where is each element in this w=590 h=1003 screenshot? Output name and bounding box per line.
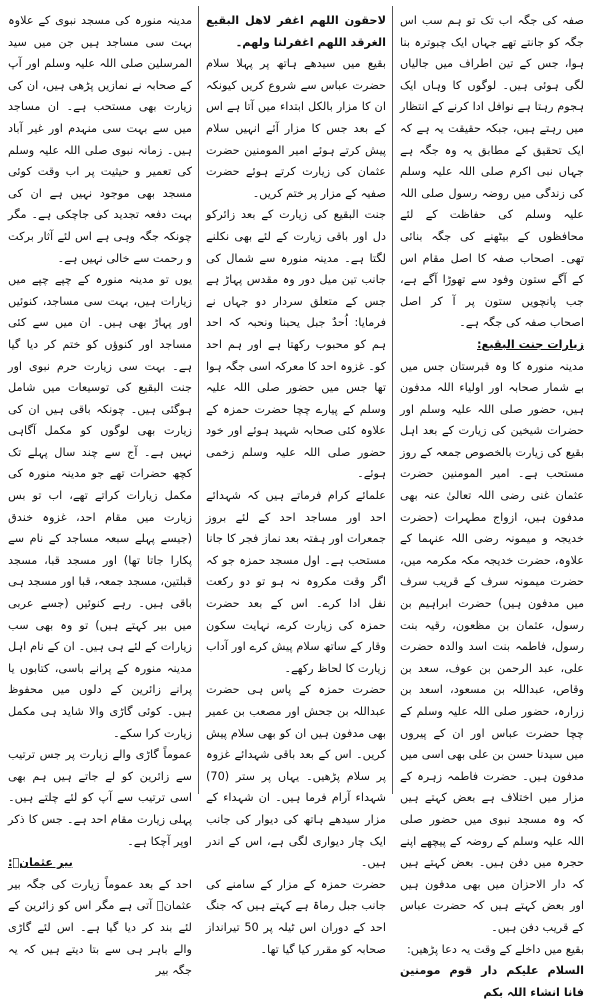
section-heading: زیارات جنت البقیع: <box>477 337 584 351</box>
paragraph: حضرت حمزہ کے پاس ہی حضرت عبداللہ بن جحش اور مصعب بن عمیر بھی مدفون ہیں ان کو بھی سلام پیش کریں۔ اس کے بعد باقی شہدائے غزوہ پر سلام پڑھیں۔ یہاں پر ستر (70) شہداء آرام فرما ہیں۔ ان شہداء کے مزار سیدھے ہاتھ کی دیوار کی جانب ایک چار دیواری لگی ہے، اس کے اندر ہیں۔ <box>206 683 386 870</box>
paragraph: صفہ کی جگہ اب تک تو ہم سب اس جگہ کو جانتے تھے جہاں ایک چبوترہ بنا ہوا، جس کے تین اطراف میں جالیاں لگی ہوئی ہیں۔ لوگوں کا وہاں ایک ہجوم رہتا ہے نوافل ادا کرنے کے انتظار میں رہتے ہیں، جبکہ حقیقت یہ ہے کہ ایک تحقیق کے مطابق یہ وہ جگہ ہے جہاں نبی اکرم صلی اللہ علیہ وسلم کی زندگی میں روضہ رسول صلی اللہ علیہ وسلم کی حفاظت کے لئے محافظوں کے بیٹھنے کی جگہ بنائی تھی۔ اصحاب صفہ کا اصل مقام اس کے آگے ستون وفود سے تھوڑا آگے ہے، جب پانچویں ستون پر آ کر اصل اصحاب صفہ کی جگہ ہے۔ <box>400 14 584 330</box>
arabic-prayer: السلام علیکم دار قوم مومنین فانا انشاء اللہ بکم <box>400 964 584 999</box>
section-heading: بیر عثمانؓ: <box>8 856 73 870</box>
paragraph: یوں تو مدینہ منورہ کے چپے چپے میں زیارات ہیں، بہت سی مساجد، کنوئیں اور پہاڑ بھی ہیں۔ ان میں سے کئی مساجد اور کنوؤں کو ختم کر دیا گیا ہے۔ بہت سی زیارت حرم نبوی اور جنت البقیع کی توسیعات میں شامل ہوگئی ہیں۔ چونکہ باقی ہیں ان کی زیارت بھی لوگوں کو مکمل آگاہی نہیں ہے۔ آج سے چند سال پہلے تک کچھ حضرات تھے جو مدینہ منورہ کی مکمل زیارات کراتے تھے، اب تو بس زیارت میں مقام احد، غزوہ خندق (جیسے پہلے سبعہ مساجد کے نام سے پکارا جاتا تھا) اور مسجد قبا، مسجد قبلتین، مسجد جمعہ، قبا اور مسجد ہی باقی ہیں۔ رہے کنوئیں (جسے عربی میں بیر کہتے ہیں) تو وہ بھی سب زیارات کے لئے ہی ہیں۔ ان کے نام اہل مدینہ منورہ کے پرانے باسی، کتابوں یا پرانے زائرین کے دلوں میں محفوظ ہیں۔ کوئی گاڑی والا شاید ہی مکمل زیارت کرا سکے۔ <box>8 273 192 740</box>
paragraph: بقیع میں سیدھے ہاتھ پر پہلا سلام حضرت عباس سے شروع کریں کیونکہ ان کا مزار بالکل ابتداء میں آتا ہے اس کے بعد جس کا مزار آئے انہیں سلام پیش کرتے ہوئے امیر المومنین حضرت عثمان کی زیارت کرتے ہوئے حضرت صفیہ کے مزار پر ختم کریں۔ <box>206 57 386 200</box>
paragraph: مدینہ منورہ کا وہ قبرستان جس میں بے شمار صحابہ اور اولیاء اللہ مدفون ہیں، حضور صلی اللہ علیہ وسلم اور حضرات شیخین کی زیارت کے بعد اہل بقیع کی زیارت بالخصوص جمعہ کے روز مستحب ہے۔ امیر المومنین حضرت عثمان غنی رضی اللہ تعالیٰ عنہ بھی مدفون ہیں، ازواج مطہرات (حضرت خدیجہ و میمونہ رضی اللہ عنہما کے علاوہ، حضرت خدیجہ مکہ مکرمہ میں، حضرت میمونہ سرف کے قریب سرف میں مدفون ہیں) حضرت ابراہیم بن رسول، عثمان بن مظعون، رقیہ بنت رسول، فاطمہ بنت اسد والدہ حضرت علی، عبد الرحمن بن عوف، سعد بن وقاص، عبداللہ بن مسعود، اسعد بن زرارہ، حضور صلی اللہ علیہ وسلم کے چچا حضرت عباس اور ان کے پیروں میں سیدنا حسن بن علی بھی اسی میں مدفون ہیں۔ حضرت فاطمہ زہرہ کے مزار میں اختلاف ہے بعض کہتے ہیں کہ وہ مسجد نبوی میں حضور صلی اللہ علیہ وسلم کے روضہ کے پیچھے اپنے حجرہ میں دفن ہیں۔ بعض کہتے ہیں کہ دار الاحزان میں بھی مدفون ہیں اور بعض کہتے ہیں کہ حضرت عباس کے قریب دفن ہیں۔ <box>400 359 584 934</box>
column-middle <box>206 10 386 956</box>
arabic-prayer: لاحقون اللھم اغفر لاھل البقیع الغرقد اللھم اغفرلنا ولھم۔ <box>206 14 386 49</box>
paragraph: جنت البقیع کی زیارت کے بعد زائرکو دل اور باقی زیارت کے لئے بھی نکلنے لگتا ہے۔ مدینہ منورہ سے شمال کی جانب تین میل دور وہ مقدس پہاڑ ہے جس کے متعلق سردار دو جہاں نے فرمایا: اُحدٌ جبل یحبنا ونحبہ کہ احد ہم کو محبوب رکھتا ہے اور ہم احد کو۔ غزوہ احد کا معرکہ اسی جگہ ہوا تھا جس میں حضور صلی اللہ علیہ وسلم کے پیارے چچا حضرت حمزہ کے علاوہ کئی صحابہ شہید ہوئے اور خود حضور صلی اللہ علیہ وسلم زخمی ہوئے۔ <box>206 208 386 481</box>
column-right <box>400 10 584 999</box>
paragraph: حضرت حمزہ کے مزار کے سامنے کی جانب جبل رماۃ ہے کہتے ہیں کہ جنگ احد کے دوران اس ٹیلہ پر 50 تیرانداز صحابہ کو مقرر کیا گیا تھا۔ <box>206 877 386 956</box>
paragraph: عموماً گاڑی والے زیارت پر جس ترتیب سے زائرین کو لے جاتے ہیں ہم بھی اسی ترتیب سے آپ کو لئے چلتے ہیں۔ پہلی زیارت مقام احد ہے۔ جس کا ذکر اوپر آچکا ہے۔ <box>8 748 192 848</box>
paragraph: احد کے بعد عموماً زیارت کی جگہ بیر عثمانؓ آتی ہے مگر اس کو زائرین کے لئے بند کر دیا گیا ہے۔ اس لئے گاڑی والے باہر ہی سے بتا دیتے ہیں کہ یہ جگہ بیر <box>8 877 192 978</box>
paragraph: بقیع میں داخلے کے وقت یہ دعا پڑھیں: <box>406 942 584 956</box>
paragraph: مدینہ منورہ کی مسجد نبوی کے علاوہ بہت سی مساجد ہیں جن میں سید المرسلین صلی اللہ علیہ وسلم اور آپ کے صحابہ نے نمازیں پڑھی ہیں، ان کی زیارت بھی مستحب ہے۔ ان مساجد میں سے بہت سی منہدم اور غیر آباد ہیں۔ زمانہ نبوی صلی اللہ علیہ وسلم کی تعمیر و حیثیت پر اب وقت کوئی مسجد بھی موجود نہیں ہے ان کی بہت دفعہ تجدید کی جاچکی ہے۔ مگر چونکہ جگہ وہی ہے اس لئے آثار برکت و رحمت سے خالی نہیں ہے۔ <box>8 14 192 265</box>
column-divider <box>198 6 199 794</box>
column-left <box>8 10 192 978</box>
paragraph: علمائے کرام فرماتے ہیں کہ شہدائے احد اور مساجد احد کے لئے بروز جمعرات اور ہفتہ بعد نماز فجر کا جانا مستحب ہے۔ اول مسجد حمزہ جو کہ اگر وقت مکروہ نہ ہو تو دو رکعت نفل ادا کرے۔ اس کے بعد حضرت حمزہ کی زیارت کرے، نہایت سکون وقار کے ساتھ سلام پیش کرے اور آداب زیارت کا لحاظ رکھے۔ <box>206 489 386 675</box>
column-divider <box>392 6 393 794</box>
